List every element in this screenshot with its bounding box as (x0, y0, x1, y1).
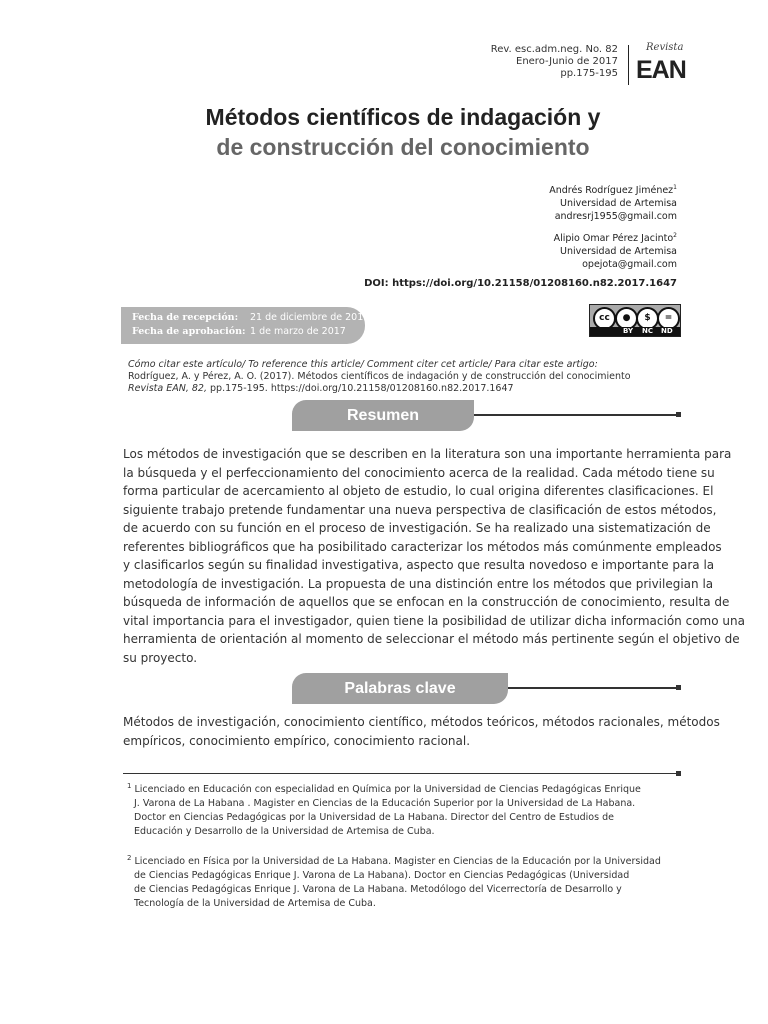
journal-issue: Rev. esc.adm.neg. No. 82 (490, 44, 618, 55)
nc-label: NC (642, 327, 653, 335)
ean-logo: Revista EAN (636, 42, 686, 84)
journal-header (491, 44, 618, 80)
keywords-text: Métodos de investigación, conocimiento científico, métodos teóricos, métodos racionales, métodos empíricos, conocimiento empírico, conocimiento racional. (123, 715, 720, 748)
keywords-heading: Palabras clave (292, 673, 508, 704)
abstract-text: Los métodos de investigación que se describen en la literatura son una importante herramienta para la búsqueda y el perfeccionamiento del conocimiento acerca de la realidad. Cada método tiene su forma particular de acercamiento al objeto de estudio, lo cual origina diferentes clasificaciones. El siguiente trabajo pretende fundamentar una nueva perspectiva de clasificación de estos métodos, de acuerdo con su función en el proceso de investigación. Se ha realizado una sistematización de referentes bibliográficos que ha posibilitado caracterizar los métodos más comúnmente empleados y clasificarlos según su finalidad investigativa, aspecto que resulta novedoso e importante para la metodología de investigación. La propuesta de una distinción entre los métodos que privilegian la búsqueda de información de aquellos que se enfocan en la construcción de conocimiento, resulta de vital importancia para el investigador, quien tiene la posibilidad de utilizar dicha información como una herramienta de orientación al momento de seleccionar el método más pertinente según el objetivo de su proyecto. (123, 447, 745, 665)
citation-pages-doi[interactable]: pp.175-195. https://doi.org/10.21158/01208160.n82.2017.1647 (206, 383, 514, 394)
citation-journal: Revista EAN, 82, (128, 383, 207, 394)
citation-reference: Rodríguez, A. y Pérez, A. O. (2017). Métodos científicos de indagación y de construcción del conocimiento (128, 371, 631, 382)
citation-intro: Cómo citar este artículo/ To reference this article/ Comment citer cet article/ Para citar este artigo: (128, 359, 598, 370)
author-affiliation: Universidad de Artemisa (559, 198, 677, 210)
reception-label: Fecha de recepción: (132, 312, 239, 323)
resumen-heading: Resumen (292, 400, 474, 431)
author-block-2: Alipio Omar Pérez Jacinto$^2$ Universidad de Artemisa opejota@gmail.com (553, 232, 677, 271)
cc-icon: cc (593, 307, 616, 330)
article-title-line2: de construcción del conocimiento (216, 134, 590, 160)
approval-value: 1 de marzo de 2017 (250, 326, 346, 337)
author-affiliation: Universidad de Artemisa (559, 246, 677, 258)
header-divider (628, 45, 629, 85)
doi-link[interactable]: DOI: https://doi.org/10.21158/01208160.n82.2017.1647 (364, 278, 677, 289)
nd-label: ND (661, 327, 673, 335)
nd-icon: = (657, 307, 680, 330)
approval-label: Fecha de aprobación: (132, 326, 246, 337)
author-name: Andrés Rodríguez Jiménez (549, 185, 674, 197)
resumen-rule-end (676, 412, 681, 417)
keywords-rule (508, 687, 679, 689)
cc-license-badge[interactable] (589, 304, 681, 337)
by-label: BY (623, 327, 634, 335)
footnote-rule (123, 773, 680, 774)
author-email[interactable]: andresrj1955@gmail.com (554, 211, 677, 223)
author-name: Alipio Omar Pérez Jacinto (553, 233, 674, 245)
by-icon: ● (615, 307, 638, 330)
journal-date: Enero-Junio de 2017 (516, 56, 618, 67)
resumen-rule (474, 414, 679, 416)
footnote-rule-end (676, 771, 681, 776)
citation-block (128, 359, 631, 395)
author-block-1: Andrés Rodríguez Jiménez$^1$ Universidad de Artemisa andresrj1955@gmail.com (549, 184, 677, 223)
journal-pages: pp.175-195 (560, 68, 618, 79)
nc-icon: $ (636, 307, 659, 330)
footnote-1: $^1$ Licenciado en Educación con especialidad en Química por la Universidad de Ciencias Pedagógicas Enrique J. Varona de La Habana . Magister en Ciencias de la Educación Superior por la Universidad de La Habana. Doctor en Ciencias Pedagógicas por la Universidad de La Habana. Director del Centro de Estudios de Educación y Desarrollo de la Universidad de Artemisa de Cuba. (127, 782, 641, 838)
footnote-2: $^2$ Licenciado en Física por la Universidad de La Habana. Magister en Ciencias de la Educación por la Universidad de Ciencias Pedagógicas Enrique J. Varona de La Habana). Doctor en Ciencias Pedagógicas (Universidad de Ciencias Pedagógicas Enrique J. Varona de La Habana. Metodólogo del Vicerrectoría de Desarrollo y Tecnología de la Universidad de Artemisa de Cuba. (127, 854, 661, 910)
article-title-line1: Métodos científicos de indagación y (205, 104, 601, 130)
author-email[interactable]: opejota@gmail.com (582, 259, 677, 271)
reception-value: 21 de diciembre de 2016 (250, 312, 370, 323)
keywords-rule-end (676, 685, 681, 690)
dates-box (121, 307, 370, 344)
